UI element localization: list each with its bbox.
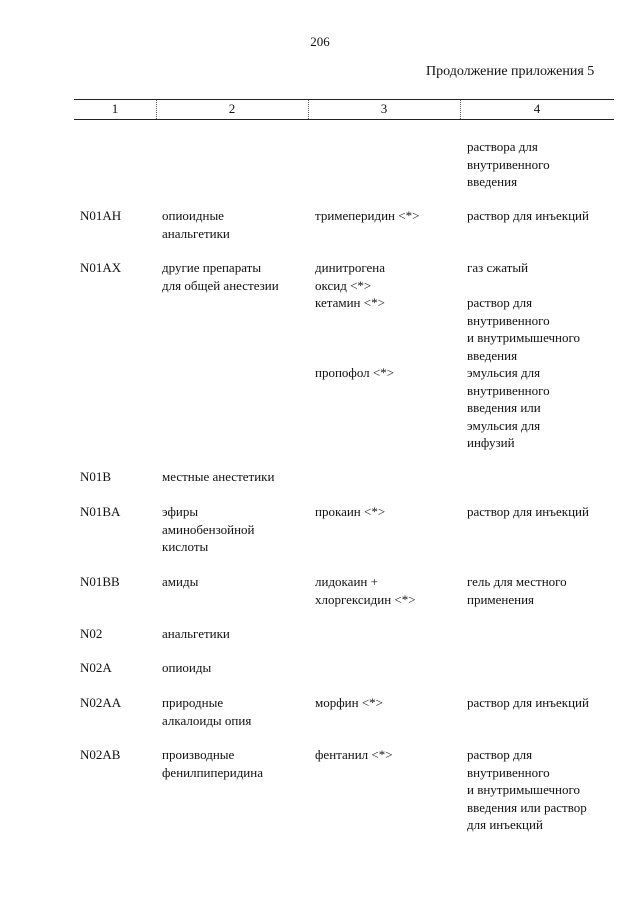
form-cell: раствор для внутривенного и внутримышечного введения или раствор для инъекций [467, 747, 587, 832]
table-header-row [74, 99, 614, 120]
group-cell: производные фенилпиперидина [162, 747, 263, 780]
column-header-2: 2 [228, 101, 236, 116]
column-header-3: 3 [380, 101, 388, 116]
drug-cell: лидокаин + хлоргексидин <*> [315, 574, 416, 607]
group-cell: другие препараты для общей анестезии [162, 260, 279, 293]
form-cell: раствора для внутривенного введения [467, 139, 550, 189]
code-cell: N01AH [80, 208, 122, 223]
code-cell: N02A [80, 660, 112, 675]
group-cell: анальгетики [162, 626, 230, 641]
drug-cell: фентанил <*> [315, 747, 393, 762]
drug-cell: пропофол <*> [315, 365, 395, 380]
drug-cell: тримеперидин <*> [315, 208, 420, 223]
code-cell: N01AX [80, 260, 122, 275]
group-cell: эфиры аминобензойной кислоты [162, 504, 255, 554]
code-cell: N02AB [80, 747, 121, 762]
column-header-1: 1 [111, 101, 119, 116]
code-cell: N01BA [80, 504, 121, 519]
form-cell: эмульсия для внутривенного введения или эмульсия для инфузий [467, 365, 550, 450]
form-cell: раствор для инъекций [467, 504, 589, 519]
drug-cell: морфин <*> [315, 695, 383, 710]
form-cell: раствор для инъекций [467, 695, 589, 710]
group-cell: амиды [162, 574, 199, 589]
form-cell: газ сжатый [467, 260, 529, 275]
form-cell: раствор для инъекций [467, 208, 589, 223]
code-cell: N02 [80, 626, 103, 641]
code-cell: N02AA [80, 695, 122, 710]
drug-cell: прокаин <*> [315, 504, 386, 519]
column-header-4: 4 [533, 101, 541, 116]
group-cell: опиоиды [162, 660, 212, 675]
form-cell: гель для местного применения [467, 574, 567, 607]
page-number: 206 [310, 34, 330, 49]
code-cell: N01BB [80, 574, 120, 589]
group-cell: опиоидные анальгетики [162, 208, 230, 241]
continuation-heading: Продолжение приложения 5 [426, 64, 595, 79]
drug-cell: кетамин <*> [315, 295, 385, 310]
form-cell: раствор для внутривенного и внутримышечного введения [467, 295, 581, 363]
code-cell: N01B [80, 469, 112, 484]
group-cell: местные анестетики [162, 469, 275, 484]
group-cell: природные алкалоиды опия [162, 695, 252, 728]
drug-cell: динитрогена оксид <*> [315, 260, 385, 293]
